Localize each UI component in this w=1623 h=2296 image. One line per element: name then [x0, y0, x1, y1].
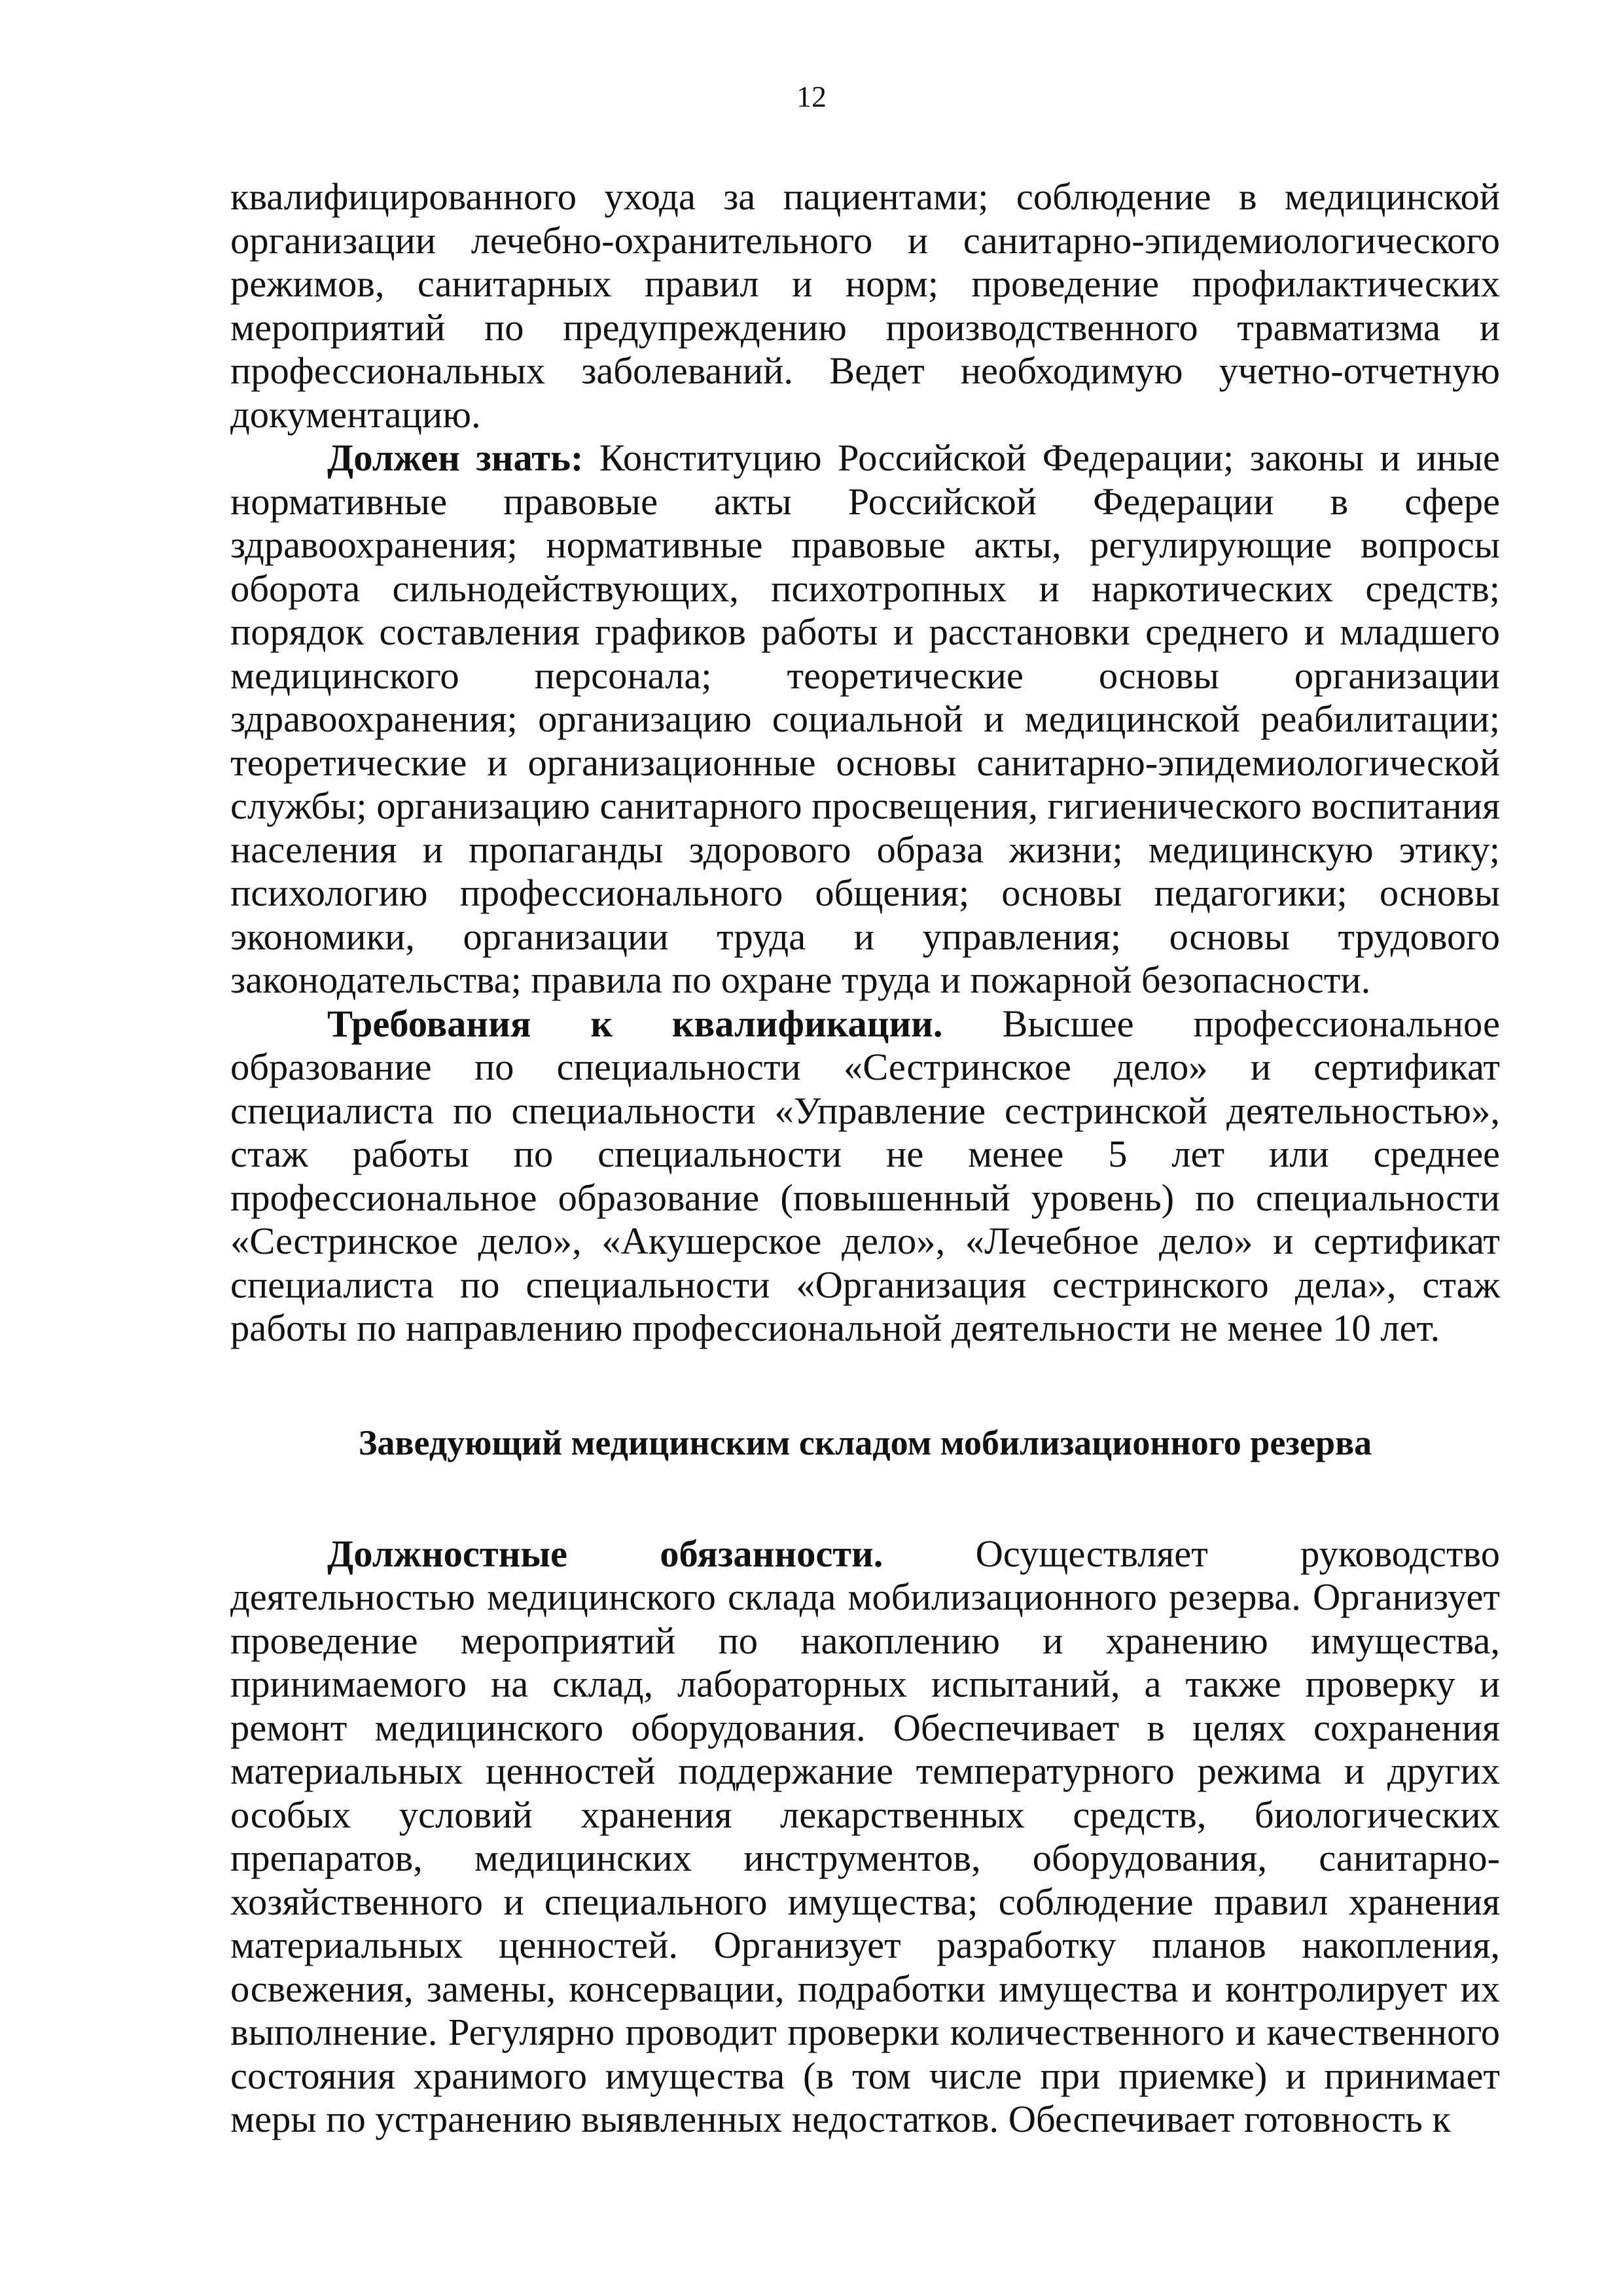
- document-body: [230, 175, 1500, 2142]
- requirements-label: Требования к квалификации.: [327, 1002, 943, 1045]
- must-know-label: Должен знать:: [327, 436, 584, 479]
- continuation-paragraph: квалифицированного ухода за пациентами; соблюдение в медицинской организации лечебно-охранительного и санитарно-эпидемиологического режимов, санитарных правил и норм; проведение профилактических мероприятий по предупреждению производственного травматизма и профессиональных заболеваний. Ведет необходимую учетно-отчетную документацию.: [230, 175, 1500, 436]
- requirements-paragraph: [230, 1002, 1500, 1351]
- duties-text: Осуществляет руководство деятельностью медицинского склада мобилизационного резерва. Организует проведение мероприятий по накоплению и хранению имущества, принимаемого на склад, лабораторных испытаний, а также проверку и ремонт медицинского оборудования. Обеспечивает в целях сохранения материальных ценностей поддержание температурного режима и других особых условий хранения лекарственных средств, биологических препаратов, медицинских инструментов, оборудования, санитарно-хозяйственного и специального имущества; соблюдение правил хранения материальных ценностей. Организует разработку планов накопления, освежения, замены, консервации, подработки имущества и контролирует их выполнение. Регулярно проводит проверки количественного и качественного состояния хранимого имущества (в том числе при приемке) и принимает меры по устранению выявленных недостатков. Обеспечивает готовность к: [230, 1532, 1500, 2140]
- must-know-paragraph: [230, 436, 1500, 1002]
- duties-paragraph: [230, 1532, 1500, 2142]
- requirements-text: Высшее профессиональное образование по специальности «Сестринское дело» и сертификат специалиста по специальности «Управление сестринской деятельностью», стаж работы по специальности не менее 5 лет или среднее профессиональное образование (повышенный уровень) по специальности «Сестринское дело», «Акушерское дело», «Лечебное дело» и сертификат специалиста по специальности «Организация сестринского дела», стаж работы по направлению профессиональной деятельности не менее 10 лет.: [230, 1002, 1500, 1349]
- section-title: Заведующий медицинским складом мобилизационного резерва: [358, 1422, 1372, 1462]
- page-number: 12: [796, 80, 827, 113]
- duties-label: Должностные обязанности.: [327, 1532, 883, 1575]
- must-know-text: Конституцию Российской Федерации; законы и иные нормативные правовые акты Российской Федерации в сфере здравоохранения; нормативные правовые акты, регулирующие вопросы оборота сильнодействующих, психотропных и наркотических средств; порядок составления графиков работы и расстановки среднего и младшего медицинского персонала; теоретические основы организации здравоохранения; организацию социальной и медицинской реабилитации; теоретические и организационные основы санитарно-эпидемиологической службы; организацию санитарного просвещения, гигиенического воспитания населения и пропаганды здорового образа жизни; медицинскую этику; психологию профессионального общения; основы педагогики; основы экономики, организации труда и управления; основы трудового законодательства; правила по охране труда и пожарной безопасности.: [230, 436, 1501, 1001]
